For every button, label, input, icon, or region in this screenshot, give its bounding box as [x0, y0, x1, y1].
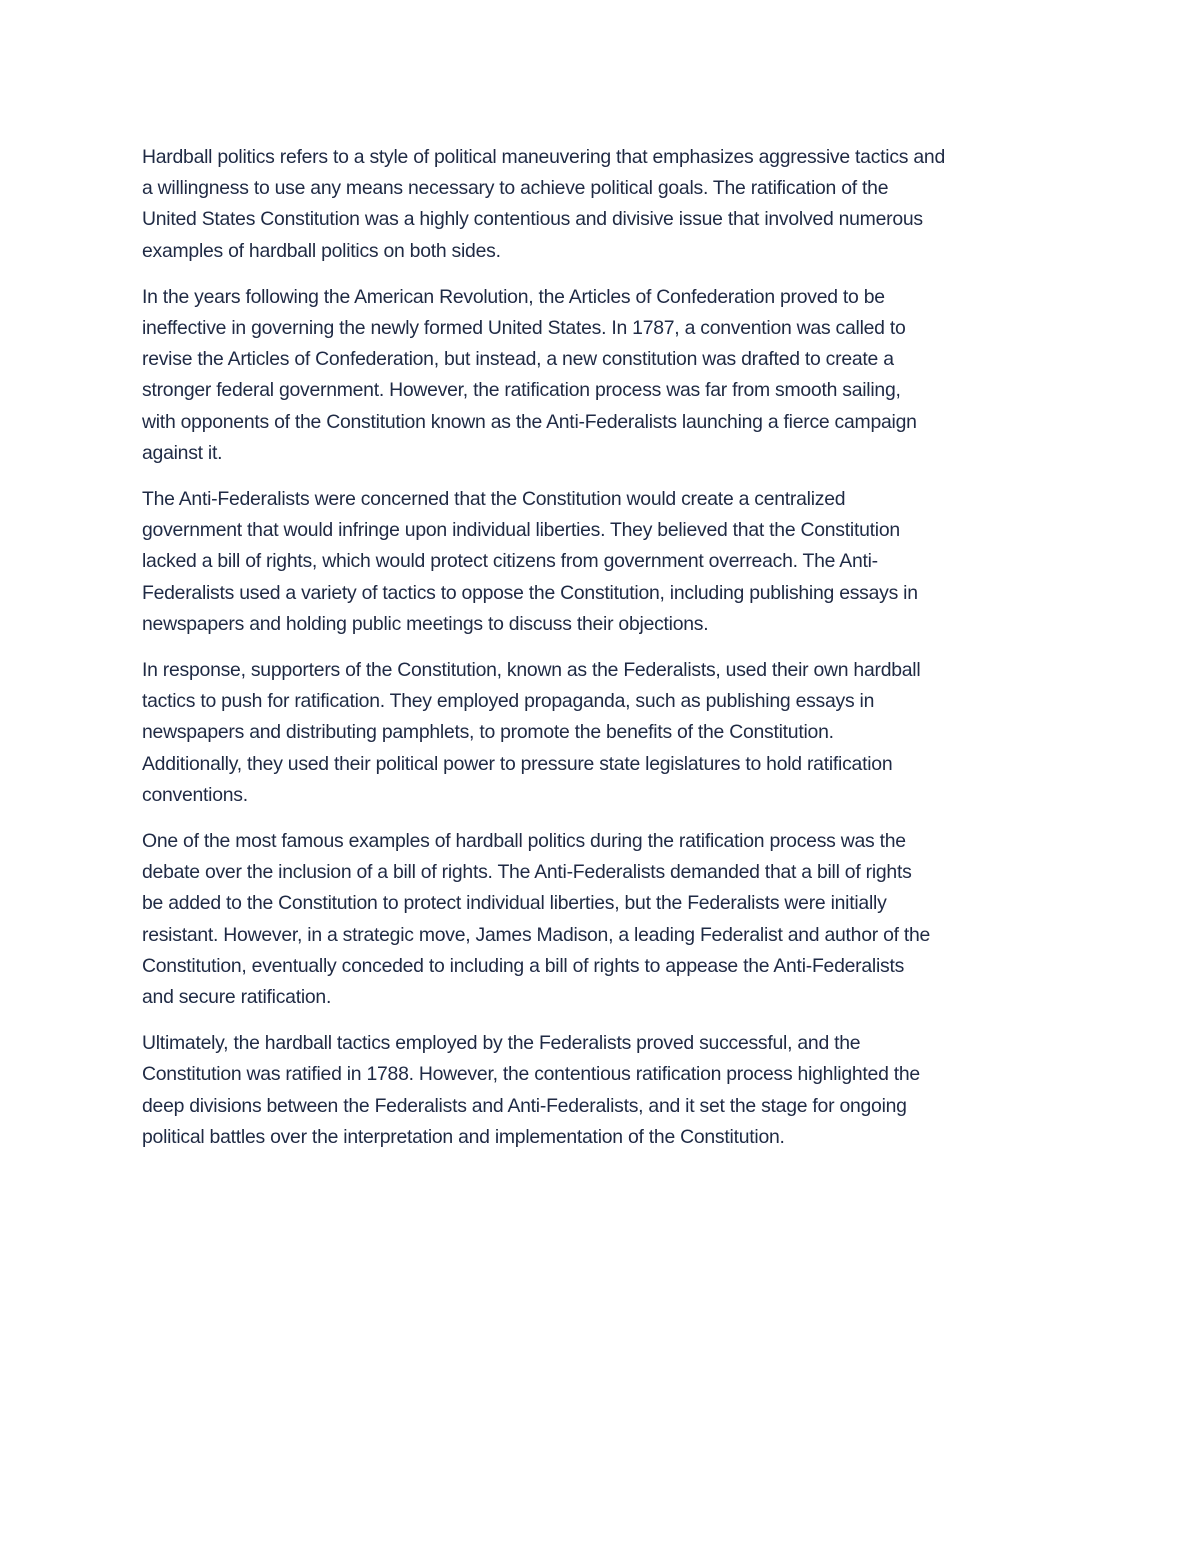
paragraph-line: a willingness to use any means necessary to achieve political goals. The ratification of the — [142, 177, 889, 200]
paragraph-line: with opponents of the Constitution known as the Anti-Federalists launching a fierce campaign — [142, 410, 917, 433]
paragraph-6 — [142, 1028, 1072, 1153]
paragraph-line: tactics to push for ratification. They employed propaganda, such as publishing essays in — [142, 690, 875, 713]
paragraph-line: stronger federal government. However, the ratification process was far from smooth sailing, — [142, 379, 901, 402]
paragraph-line: Federalists used a variety of tactics to oppose the Constitution, including publishing essays in — [142, 581, 918, 604]
paragraph-line: newspapers and holding public meetings to discuss their objections. — [142, 612, 709, 635]
paragraph-line: examples of hardball politics on both sides. — [142, 239, 501, 262]
paragraph-line: Constitution was ratified in 1788. However, the contentious ratification process highlighted the — [142, 1063, 920, 1086]
paragraph-line: The Anti-Federalists were concerned that the Constitution would create a centralized — [142, 488, 846, 511]
paragraph-1 — [142, 142, 1072, 267]
paragraph-line: One of the most famous examples of hardball politics during the ratification process was the — [142, 830, 906, 853]
paragraph-line: Hardball politics refers to a style of political maneuvering that emphasizes aggressive tactics and — [142, 146, 945, 168]
paragraph-4 — [142, 655, 1072, 811]
paragraph-line: resistant. However, in a strategic move, James Madison, a leading Federalist and author of the — [142, 923, 931, 946]
paragraph-line: newspapers and distributing pamphlets, to promote the benefits of the Constitution. — [142, 721, 834, 744]
paragraph-line: Constitution, eventually conceded to including a bill of rights to appease the Anti-Federalists — [142, 954, 905, 977]
paragraph-line: ineffective in governing the newly formed United States. In 1787, a convention was called to — [142, 317, 906, 340]
paragraph-line: against it. — [142, 441, 223, 464]
paragraph-line: be added to the Constitution to protect individual liberties, but the Federalists were initially — [142, 892, 887, 915]
paragraph-line: government that would infringe upon individual liberties. They believed that the Constitution — [142, 519, 900, 542]
paragraph-line: United States Constitution was a highly contentious and divisive issue that involved numerous — [142, 208, 923, 231]
paragraph-2 — [142, 282, 1072, 469]
paragraph-line: deep divisions between the Federalists and Anti-Federalists, and it set the stage for ongoing — [142, 1094, 907, 1117]
document-body — [142, 142, 1072, 1168]
paragraph-line: In the years following the American Revolution, the Articles of Confederation proved to be — [142, 285, 885, 308]
paragraph-5 — [142, 826, 1072, 1013]
paragraph-line: In response, supporters of the Constitution, known as the Federalists, used their own hardball — [142, 659, 921, 682]
paragraph-line: Additionally, they used their political power to pressure state legislatures to hold ratification — [142, 752, 893, 775]
paragraph-line: conventions. — [142, 783, 248, 806]
paragraph-line: revise the Articles of Confederation, but instead, a new constitution was drafted to create a — [142, 348, 894, 371]
paragraph-line: political battles over the interpretation and implementation of the Constitution. — [142, 1125, 785, 1148]
paragraph-line: lacked a bill of rights, which would protect citizens from government overreach. The Anti- — [142, 550, 878, 573]
paragraph-line: and secure ratification. — [142, 986, 332, 1009]
paragraph-line: Ultimately, the hardball tactics employed by the Federalists proved successful, and the — [142, 1032, 861, 1055]
paragraph-3 — [142, 484, 1072, 640]
paragraph-line: debate over the inclusion of a bill of rights. The Anti-Federalists demanded that a bill of rights — [142, 861, 912, 884]
